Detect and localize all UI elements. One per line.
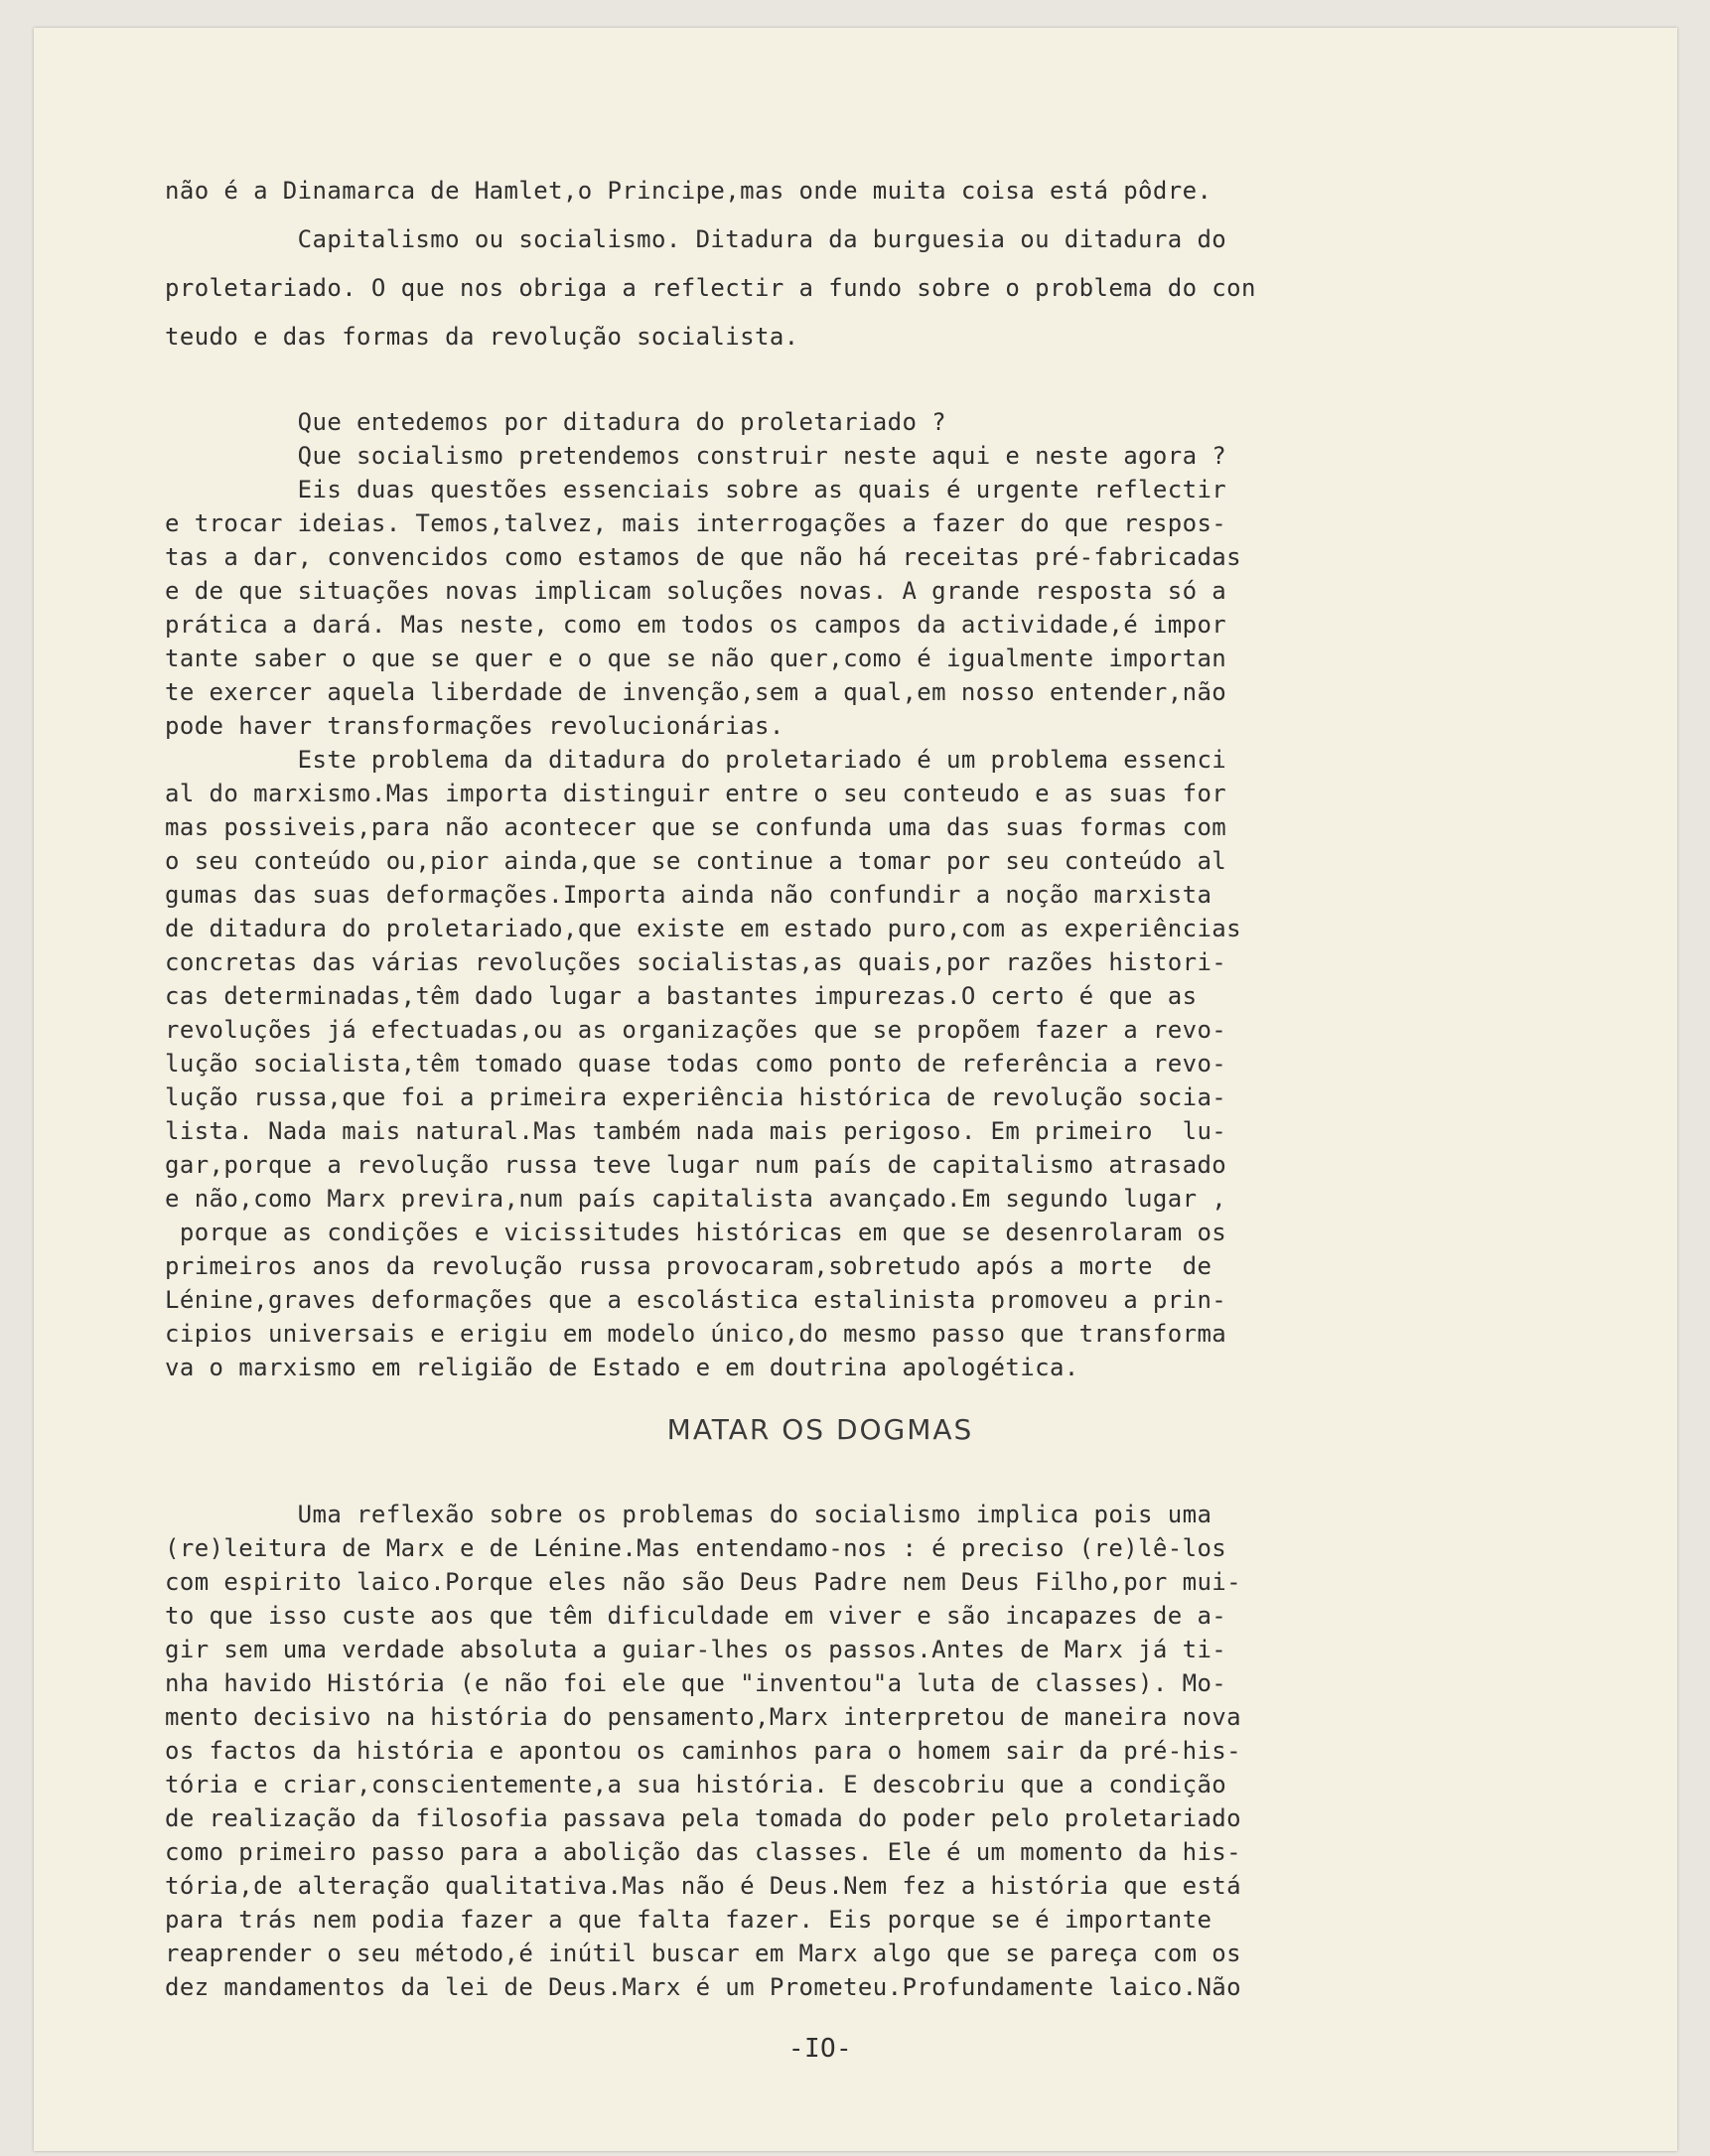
text-line: o seu conteúdo ou,pior ainda,que se continue a tomar por seu conteúdo al xyxy=(165,847,1227,875)
text-line: não é a Dinamarca de Hamlet,o Principe,mas onde muita coisa está pôdre. xyxy=(165,177,1212,205)
text-line: pode haver transformações revolucionárias. xyxy=(165,712,784,740)
text-line: para trás nem podia fazer a que falta fazer. Eis porque se é importante xyxy=(165,1906,1212,1934)
text-line: lista. Nada mais natural.Mas também nada mais perigoso. Em primeiro lu- xyxy=(165,1117,1227,1145)
text-line: tante saber o que se quer e o que se não quer,como é igualmente importan xyxy=(165,645,1227,672)
text-line: lução socialista,têm tomado quase todas como ponto de referência a revo- xyxy=(165,1050,1227,1078)
text-line: com espirito laico.Porque eles não são Deus Padre nem Deus Filho,por mui- xyxy=(165,1568,1241,1596)
text-line: e de que situações novas implicam soluções novas. A grande resposta só a xyxy=(165,577,1227,605)
text-line: e trocar ideias. Temos,talvez, mais interrogações a fazer do que respos- xyxy=(165,509,1227,537)
page-number: -IO- xyxy=(787,2034,853,2064)
text-line: nha havido História (e não foi ele que "inventou"a luta de classes). Mo- xyxy=(165,1669,1227,1697)
text-line: revoluções já efectuadas,ou as organizações que se propõem fazer a revo- xyxy=(165,1016,1227,1044)
section-block xyxy=(165,1498,1241,2004)
text-line: va o marxismo em religião de Estado e em doutrina apologética. xyxy=(165,1354,1079,1381)
text-line: cipios universais e erigiu em modelo único,do mesmo passo que transforma xyxy=(165,1320,1227,1348)
text-line: lução russa,que foi a primeira experiência histórica de revolução socia- xyxy=(165,1083,1227,1111)
text-line: gir sem uma verdade absoluta a guiar-lhes os passos.Antes de Marx já ti- xyxy=(165,1636,1227,1663)
text-line: mento decisivo na história do pensamento,Marx interpretou de maneira nova xyxy=(165,1703,1241,1731)
text-line: de ditadura do proletariado,que existe em estado puro,com as experiências xyxy=(165,915,1241,942)
paper-sheet xyxy=(34,28,1677,2151)
text-line: concretas das várias revoluções socialistas,as quais,por razões histori- xyxy=(165,948,1227,976)
text-line: al do marxismo.Mas importa distinguir entre o seu conteudo e as suas for xyxy=(165,780,1227,807)
text-line: de realização da filosofia passava pela tomada do poder pelo proletariado xyxy=(165,1804,1241,1832)
text-line: (re)leitura de Marx e de Lénine.Mas entendamo-nos : é preciso (re)lê-los xyxy=(165,1534,1227,1562)
text-line: mas possiveis,para não acontecer que se confunda uma das suas formas com xyxy=(165,813,1227,841)
body-block xyxy=(165,405,1241,1384)
text-line: to que isso custe aos que têm dificuldade em viver e são incapazes de a- xyxy=(165,1602,1227,1630)
text-line: prática a dará. Mas neste, como em todos os campos da actividade,é impor xyxy=(165,611,1227,639)
text-line: gar,porque a revolução russa teve lugar num país de capitalismo atrasado xyxy=(165,1151,1227,1179)
section-heading: MATAR OS DOGMAS xyxy=(666,1413,974,1446)
text-line: Lénine,graves deformações que a escolástica estalinista promoveu a prin- xyxy=(165,1286,1227,1314)
text-line: os factos da história e apontou os caminhos para o homem sair da pré-his- xyxy=(165,1737,1241,1765)
text-line: Eis duas questões essenciais sobre as quais é urgente reflectir xyxy=(165,476,1227,503)
text-line: primeiros anos da revolução russa provocaram,sobretudo após a morte de xyxy=(165,1252,1212,1280)
text-line: como primeiro passo para a abolição das classes. Ele é um momento da his- xyxy=(165,1838,1241,1866)
text-line: cas determinadas,têm dado lugar a bastantes impurezas.O certo é que as xyxy=(165,982,1198,1010)
text-line: Uma reflexão sobre os problemas do socialismo implica pois uma xyxy=(165,1501,1212,1528)
text-line: porque as condições e vicissitudes históricas em que se desenrolaram os xyxy=(165,1219,1227,1246)
text-line: Este problema da ditadura do proletariado é um problema essenci xyxy=(165,746,1227,774)
text-line: proletariado. O que nos obriga a reflectir a fundo sobre o problema do con xyxy=(165,274,1256,302)
text-line: tas a dar, convencidos como estamos de que não há receitas pré-fabricadas xyxy=(165,543,1241,571)
text-line: teudo e das formas da revolução socialista. xyxy=(165,323,799,351)
text-line: tória,de alteração qualitativa.Mas não é Deus.Nem fez a história que está xyxy=(165,1872,1241,1900)
text-line: tória e criar,conscientemente,a sua história. E descobriu que a condição xyxy=(165,1771,1227,1798)
text-line: Que socialismo pretendemos construir neste aqui e neste agora ? xyxy=(165,442,1227,470)
text-line: e não,como Marx previra,num país capitalista avançado.Em segundo lugar , xyxy=(165,1185,1227,1213)
text-line: Que entedemos por ditadura do proletariado ? xyxy=(165,408,947,436)
text-line: Capitalismo ou socialismo. Ditadura da burguesia ou ditadura do xyxy=(165,225,1227,253)
text-line: te exercer aquela liberdade de invenção,sem a qual,em nosso entender,não xyxy=(165,678,1227,706)
text-line: reaprender o seu método,é inútil buscar em Marx algo que se pareça com os xyxy=(165,1940,1241,1967)
intro-block xyxy=(165,167,1256,361)
text-line: dez mandamentos da lei de Deus.Marx é um Prometeu.Profundamente laico.Não xyxy=(165,1973,1241,2001)
text-line: gumas das suas deformações.Importa ainda não confundir a noção marxista xyxy=(165,881,1212,909)
